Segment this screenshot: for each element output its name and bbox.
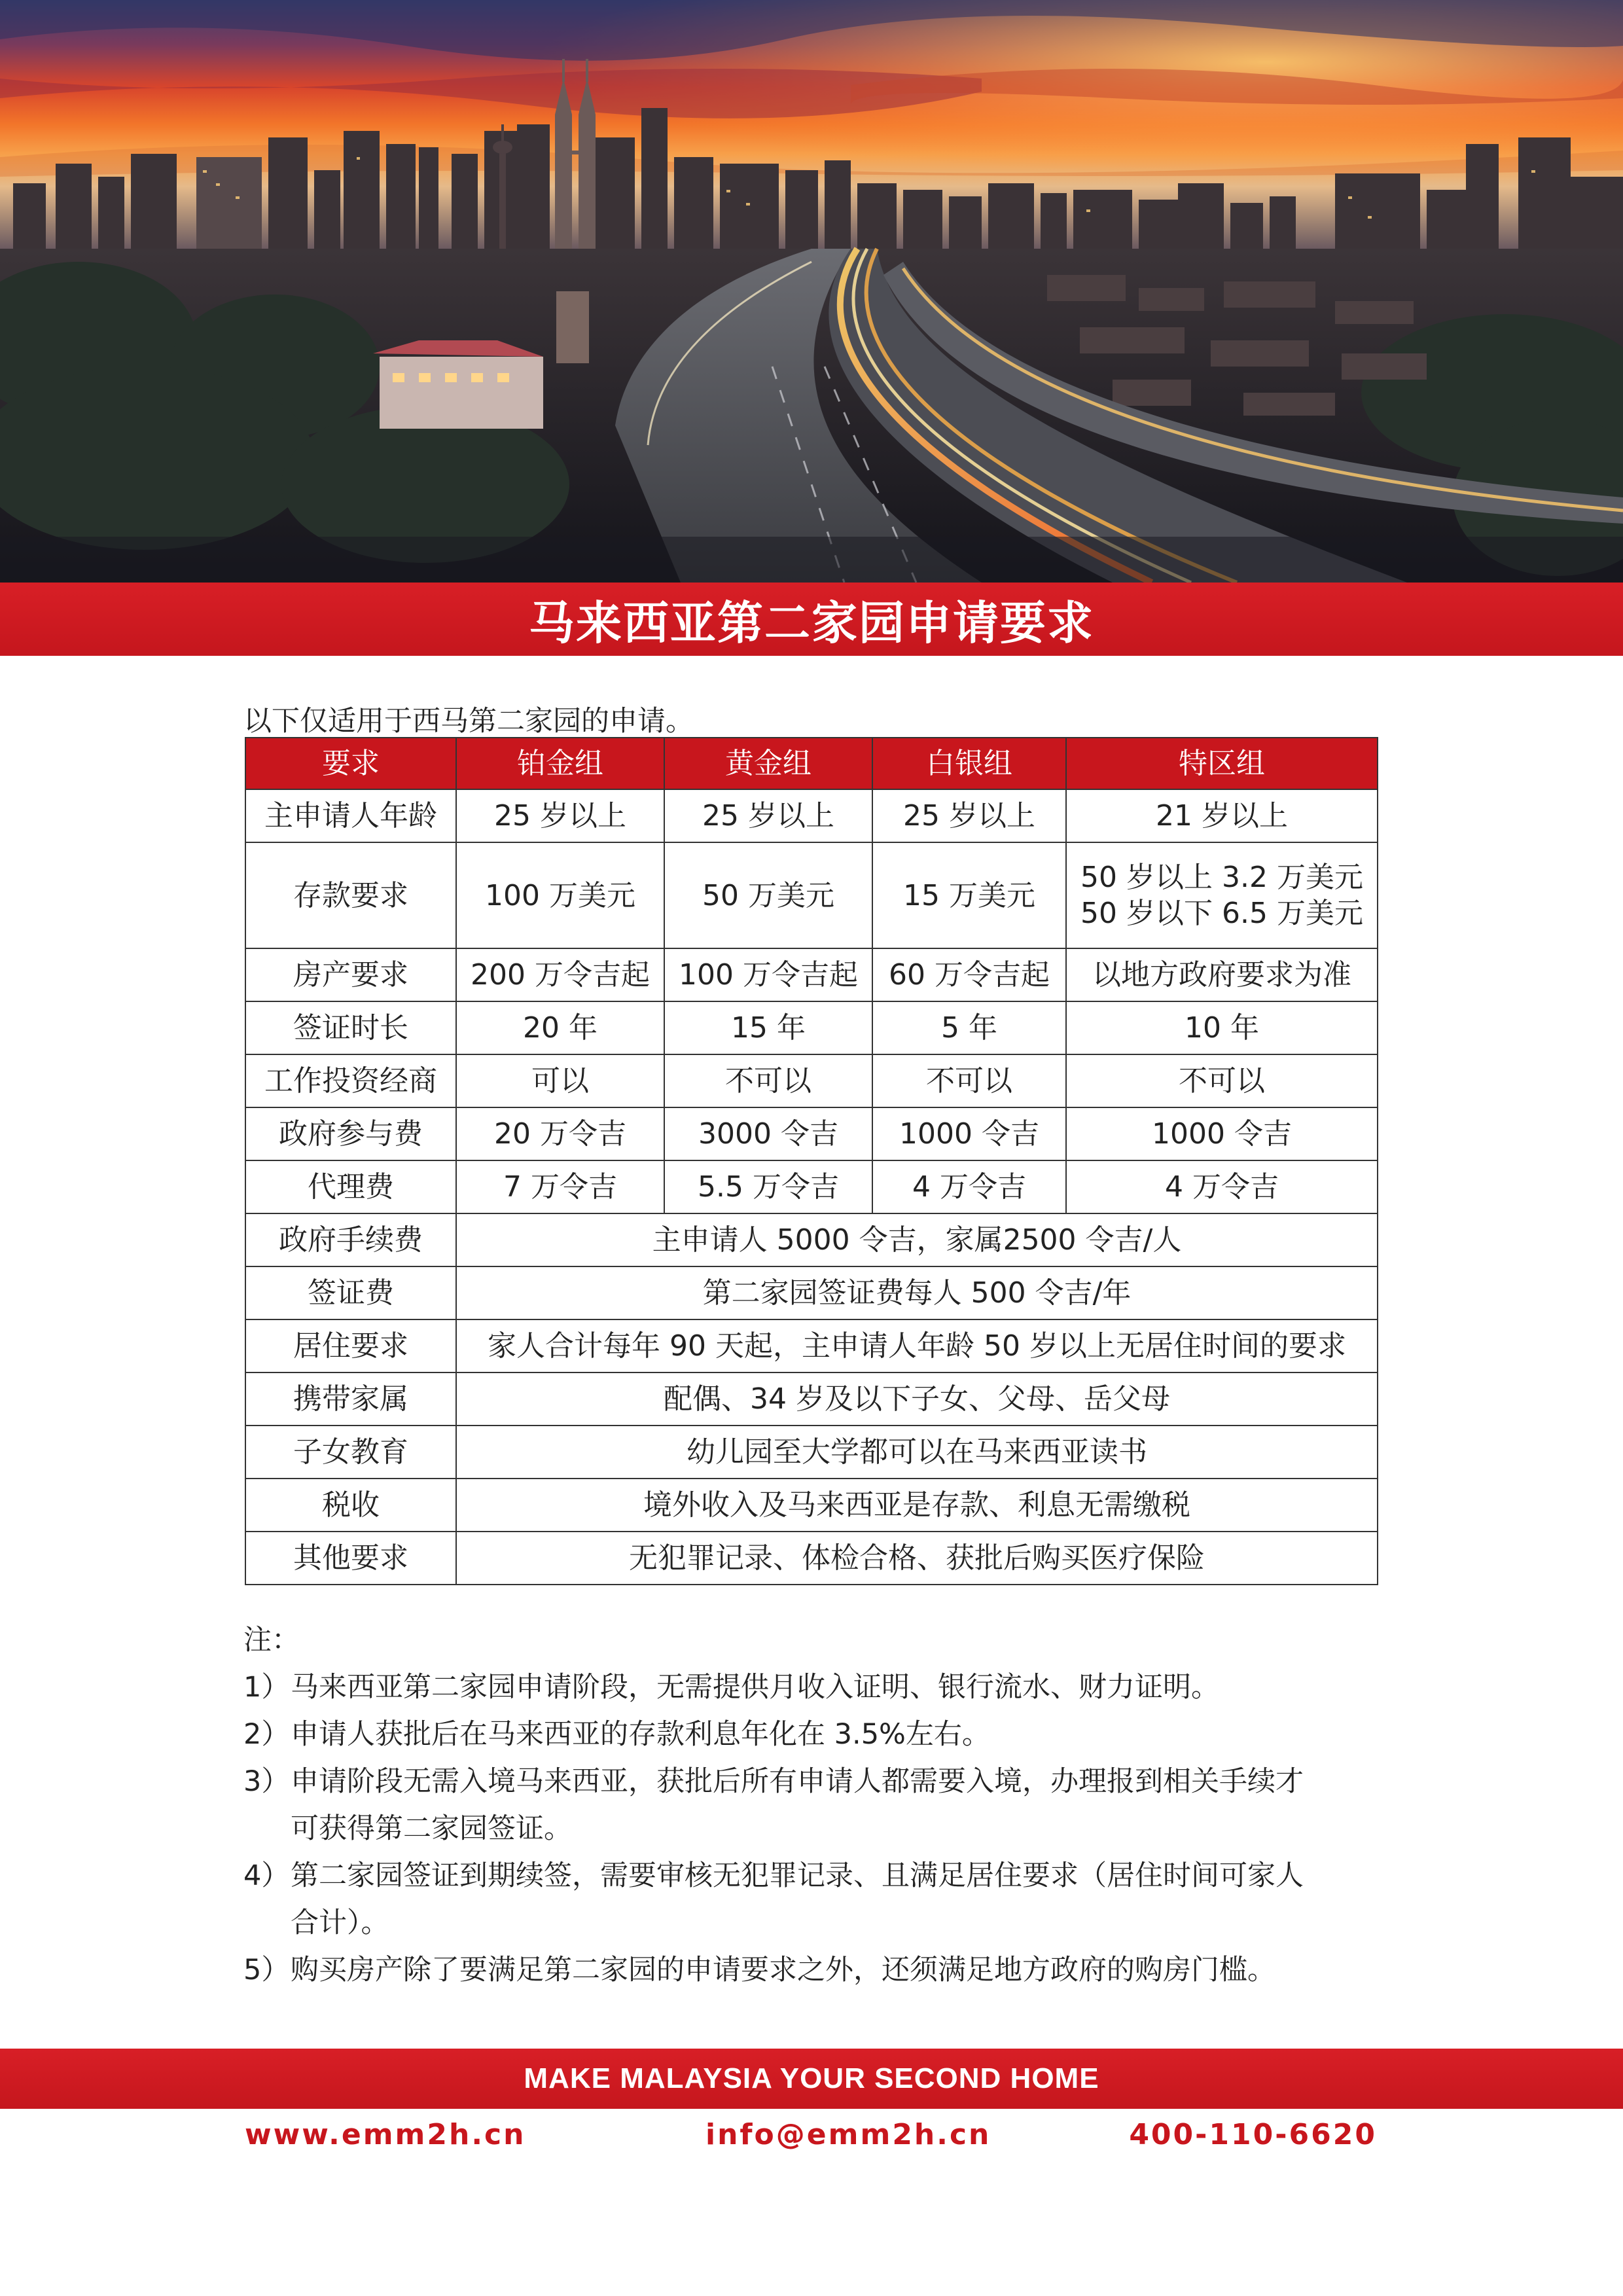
row-label: 子女教育 [245,1426,456,1479]
table-cell: 200 万令吉起 [456,948,664,1001]
table-cell: 15 年 [664,1001,872,1054]
note-number: 4） [243,1859,290,1892]
note-number: 1） [243,1671,290,1704]
header-gold: 黄金组 [664,738,872,789]
note-line: 申请阶段无需入境马来西亚，获批后所有申请人都需要入境，办理报到相关手续才 [291,1765,1304,1798]
table-row [245,1160,1378,1213]
table-cell: 4 万令吉 [1066,1160,1378,1213]
row-label: 政府手续费 [245,1213,456,1266]
table-cell: 25 岁以上 [872,789,1066,842]
table-cell: 5.5 万令吉 [664,1160,872,1213]
table-cell: 可以 [456,1054,664,1107]
page-title: 马来西亚第二家园申请要求 [529,596,1094,650]
title-banner [0,583,1623,656]
note-text [291,1664,1395,1711]
row-label: 存款要求 [245,842,456,948]
row-label: 签证费 [245,1266,456,1319]
table-cell: 60 万令吉起 [872,948,1066,1001]
table-cell: 50 万美元 [664,842,872,948]
header-silver: 白银组 [872,738,1066,789]
table-row [245,789,1378,842]
row-label: 税收 [245,1479,456,1532]
header-requirement: 要求 [245,738,456,789]
note-text [291,1758,1395,1852]
row-label: 房产要求 [245,948,456,1001]
note-item [243,1852,1395,1946]
note-line: 马来西亚第二家园申请阶段，无需提供月收入证明、银行流水、财力证明。 [291,1671,1219,1704]
merged-cell: 家人合计每年 90 天起，主申请人年龄 50 岁以上无居住时间的要求 [456,1319,1378,1372]
row-label: 签证时长 [245,1001,456,1054]
merged-cell: 境外收入及马来西亚是存款、利息无需缴税 [456,1479,1378,1532]
row-label: 其他要求 [245,1532,456,1585]
phone-link[interactable]: 400-110-6620 [1129,2118,1377,2151]
table-row [245,1532,1378,1585]
note-line: 购买房产除了要满足第二家园的申请要求之外，还须满足地方政府的购房门槛。 [291,1954,1275,1986]
note-text [291,1711,1395,1758]
table-row [245,1266,1378,1319]
deposit-over-50: 50 岁以上 3.2 万美元 [1080,861,1363,894]
table-cell: 20 万令吉 [456,1107,664,1160]
header-platinum: 铂金组 [456,738,664,789]
row-label: 政府参与费 [245,1107,456,1160]
table-row [245,1213,1378,1266]
row-label: 工作投资经商 [245,1054,456,1107]
requirements-table [245,737,1378,1585]
note-item [243,1664,1395,1711]
note-item [243,1758,1395,1852]
note-item [243,1711,1395,1758]
table-cell: 不可以 [1066,1054,1378,1107]
note-line: 合计）。 [291,1907,389,1939]
table-cell: 10 年 [1066,1001,1378,1054]
table-cell: 15 万美元 [872,842,1066,948]
table-cell: 3000 令吉 [664,1107,872,1160]
merged-cell: 配偶、34 岁及以下子女、父母、岳父母 [456,1372,1378,1426]
table-row [245,1107,1378,1160]
hero-photo [0,0,1623,583]
table-cell: 7 万令吉 [456,1160,664,1213]
website-link[interactable]: www.emm2h.cn [245,2118,526,2151]
table-cell: 不可以 [664,1054,872,1107]
intro-text: 以下仅适用于西马第二家园的申请。 [243,705,694,738]
table-cell: 以地方政府要求为准 [1066,948,1378,1001]
contact-bar [245,2118,1377,2164]
table-cell: 100 万令吉起 [664,948,872,1001]
row-label: 携带家属 [245,1372,456,1426]
table-row [245,948,1378,1001]
merged-cell: 幼儿园至大学都可以在马来西亚读书 [456,1426,1378,1479]
table-row [245,1372,1378,1426]
note-line: 第二家园签证到期续签，需要审核无犯罪记录、且满足居住要求（居住时间可家人 [291,1859,1304,1892]
note-text [291,1946,1395,1994]
table-cell: 21 岁以上 [1066,789,1378,842]
deposit-under-50: 50 岁以下 6.5 万美元 [1080,897,1363,930]
table-cell: 25 岁以上 [456,789,664,842]
merged-cell: 主申请人 5000 令吉，家属2500 令吉/人 [456,1213,1378,1266]
note-text [291,1852,1395,1946]
note-line: 可获得第二家园签证。 [291,1812,572,1845]
row-label: 代理费 [245,1160,456,1213]
table-row [245,1426,1378,1479]
note-line: 申请人获批后在马来西亚的存款利息年化在 3.5%左右。 [291,1718,990,1751]
table-row [245,842,1378,948]
row-label: 主申请人年龄 [245,789,456,842]
table-cell: 5 年 [872,1001,1066,1054]
header-special-zone: 特区组 [1066,738,1378,789]
footer-slogan: MAKE MALAYSIA YOUR SECOND HOME [524,2062,1099,2094]
table-header-row [245,738,1378,789]
note-number: 5） [243,1954,290,1986]
table-cell: 20 年 [456,1001,664,1054]
footer-banner [0,2049,1623,2109]
note-item [243,1946,1395,1994]
table-cell: 1000 令吉 [872,1107,1066,1160]
table-row [245,1001,1378,1054]
merged-cell: 无犯罪记录、体检合格、获批后购买医疗保险 [456,1532,1378,1585]
table-cell: 不可以 [872,1054,1066,1107]
table-cell: 25 岁以上 [664,789,872,842]
notes-section [243,1617,1395,1994]
table-row [245,1319,1378,1372]
row-label: 居住要求 [245,1319,456,1372]
table-cell: 1000 令吉 [1066,1107,1378,1160]
note-number: 2） [243,1718,290,1751]
note-number: 3） [243,1765,290,1798]
notes-title: 注： [243,1624,300,1657]
table-row [245,1479,1378,1532]
table-row [245,1054,1378,1107]
table-cell: 100 万美元 [456,842,664,948]
merged-cell: 第二家园签证费每人 500 令吉/年 [456,1266,1378,1319]
table-cell [1066,842,1378,948]
table-cell: 4 万令吉 [872,1160,1066,1213]
email-link[interactable]: info@emm2h.cn [705,2118,991,2151]
